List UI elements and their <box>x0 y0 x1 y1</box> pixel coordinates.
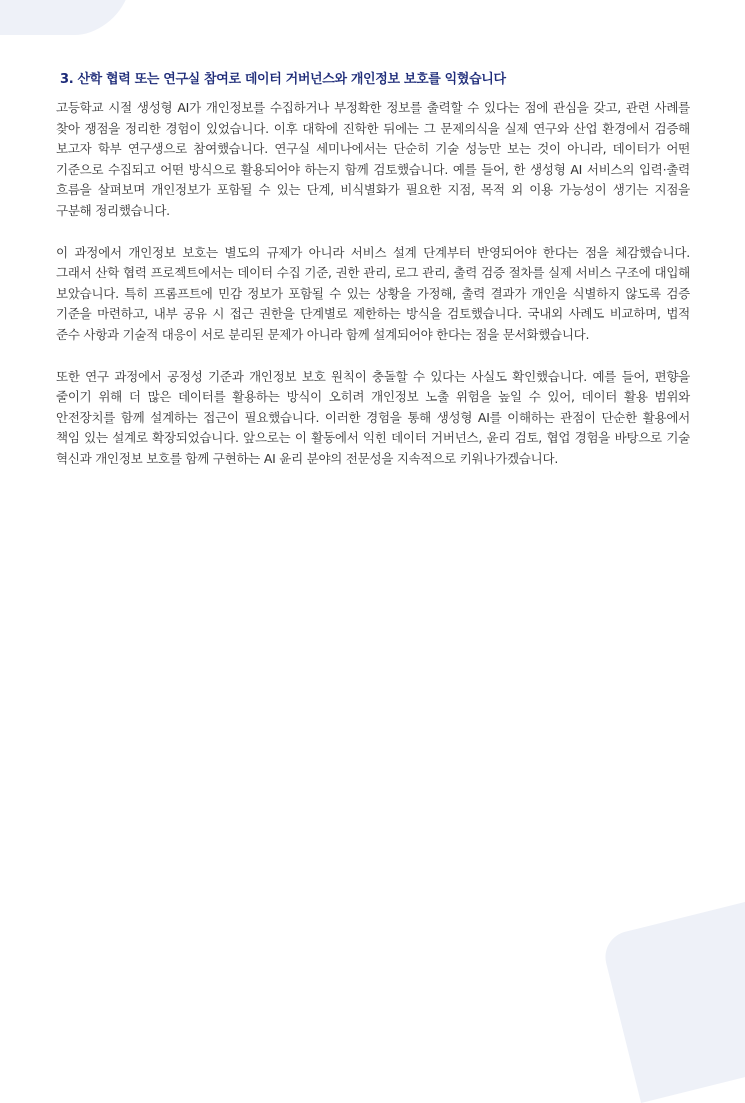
section-title: 3. 산학 협력 또는 연구실 참여로 데이터 거버넌스와 개인정보 보호를 익혔습니다 <box>60 72 506 87</box>
paragraph-1: 고등학교 시절 생성형 AI가 개인정보를 수집하거나 부정확한 정보를 출력할 수 있다는 점에 관심을 갖고, 관련 사례를 찾아 쟁점을 정리한 경험이 있었습니다. 이후 대학에 진학한 뒤에는 그 문제의식을 실제 연구와 산업 환경에서 검증해 보고자 학부 연구생으로 참여했습니다. 연구실 세미나에서는 단순히 기술 성능만 보는 것이 아니라, 데이터가 어떤 기준으로 수집되고 어떤 방식으로 활용되어야 하는지 함께 검토했습니다. 예를 들어, 한 생성형 AI 서비스의 입력·출력 흐름을 살펴보며 개인정보가 포함될 수 있는 단계, 비식별화가 필요한 지점, 목적 외 이용 가능성이 생기는 지점을 구분해 정리했습니다. <box>56 100 690 218</box>
bottom-right-decoration <box>600 897 745 1103</box>
paragraph-2: 이 과정에서 개인정보 보호는 별도의 규제가 아니라 서비스 설계 단계부터 반영되어야 한다는 점을 체감했습니다. 그래서 산학 협력 프로젝트에서는 데이터 수집 기준, 권한 관리, 로그 관리, 출력 검증 절차를 실제 서비스 구조에 대입해 보았습니다. 특히 프롬프트에 민감 정보가 포함될 수 있는 상황을 가정해, 출력 결과가 개인을 식별하지 않도록 검증 기준을 마련하고, 내부 공유 시 접근 권한을 단계별로 제한하는 방식을 검토했습니다. 국내외 사례도 비교하며, 법적 준수 사항과 기술적 대응이 서로 분리된 문제가 아니라 함께 설계되어야 한다는 점을 문서화했습니다. <box>56 244 690 342</box>
top-left-decoration <box>0 0 145 35</box>
paragraph-3: 또한 연구 과정에서 공정성 기준과 개인정보 보호 원칙이 충돌할 수 있다는 사실도 확인했습니다. 예를 들어, 편향을 줄이기 위해 더 많은 데이터를 활용하는 방식이 오히려 개인정보 노출 위험을 높일 수 있어, 데이터 활용 범위와 안전장치를 함께 설계하는 접근이 필요했습니다. 이러한 경험을 통해 생성형 AI를 이해하는 관점이 단순한 활용에서 책임 있는 설계로 확장되었습니다. 앞으로는 이 활동에서 익힌 데이터 거버넌스, 윤리 검토, 협업 경험을 바탕으로 기술 혁신과 개인정보 보호를 함께 구현하는 AI 윤리 분야의 전문성을 지속적으로 키워나가겠습니다. <box>56 368 690 466</box>
document-section <box>56 70 690 470</box>
